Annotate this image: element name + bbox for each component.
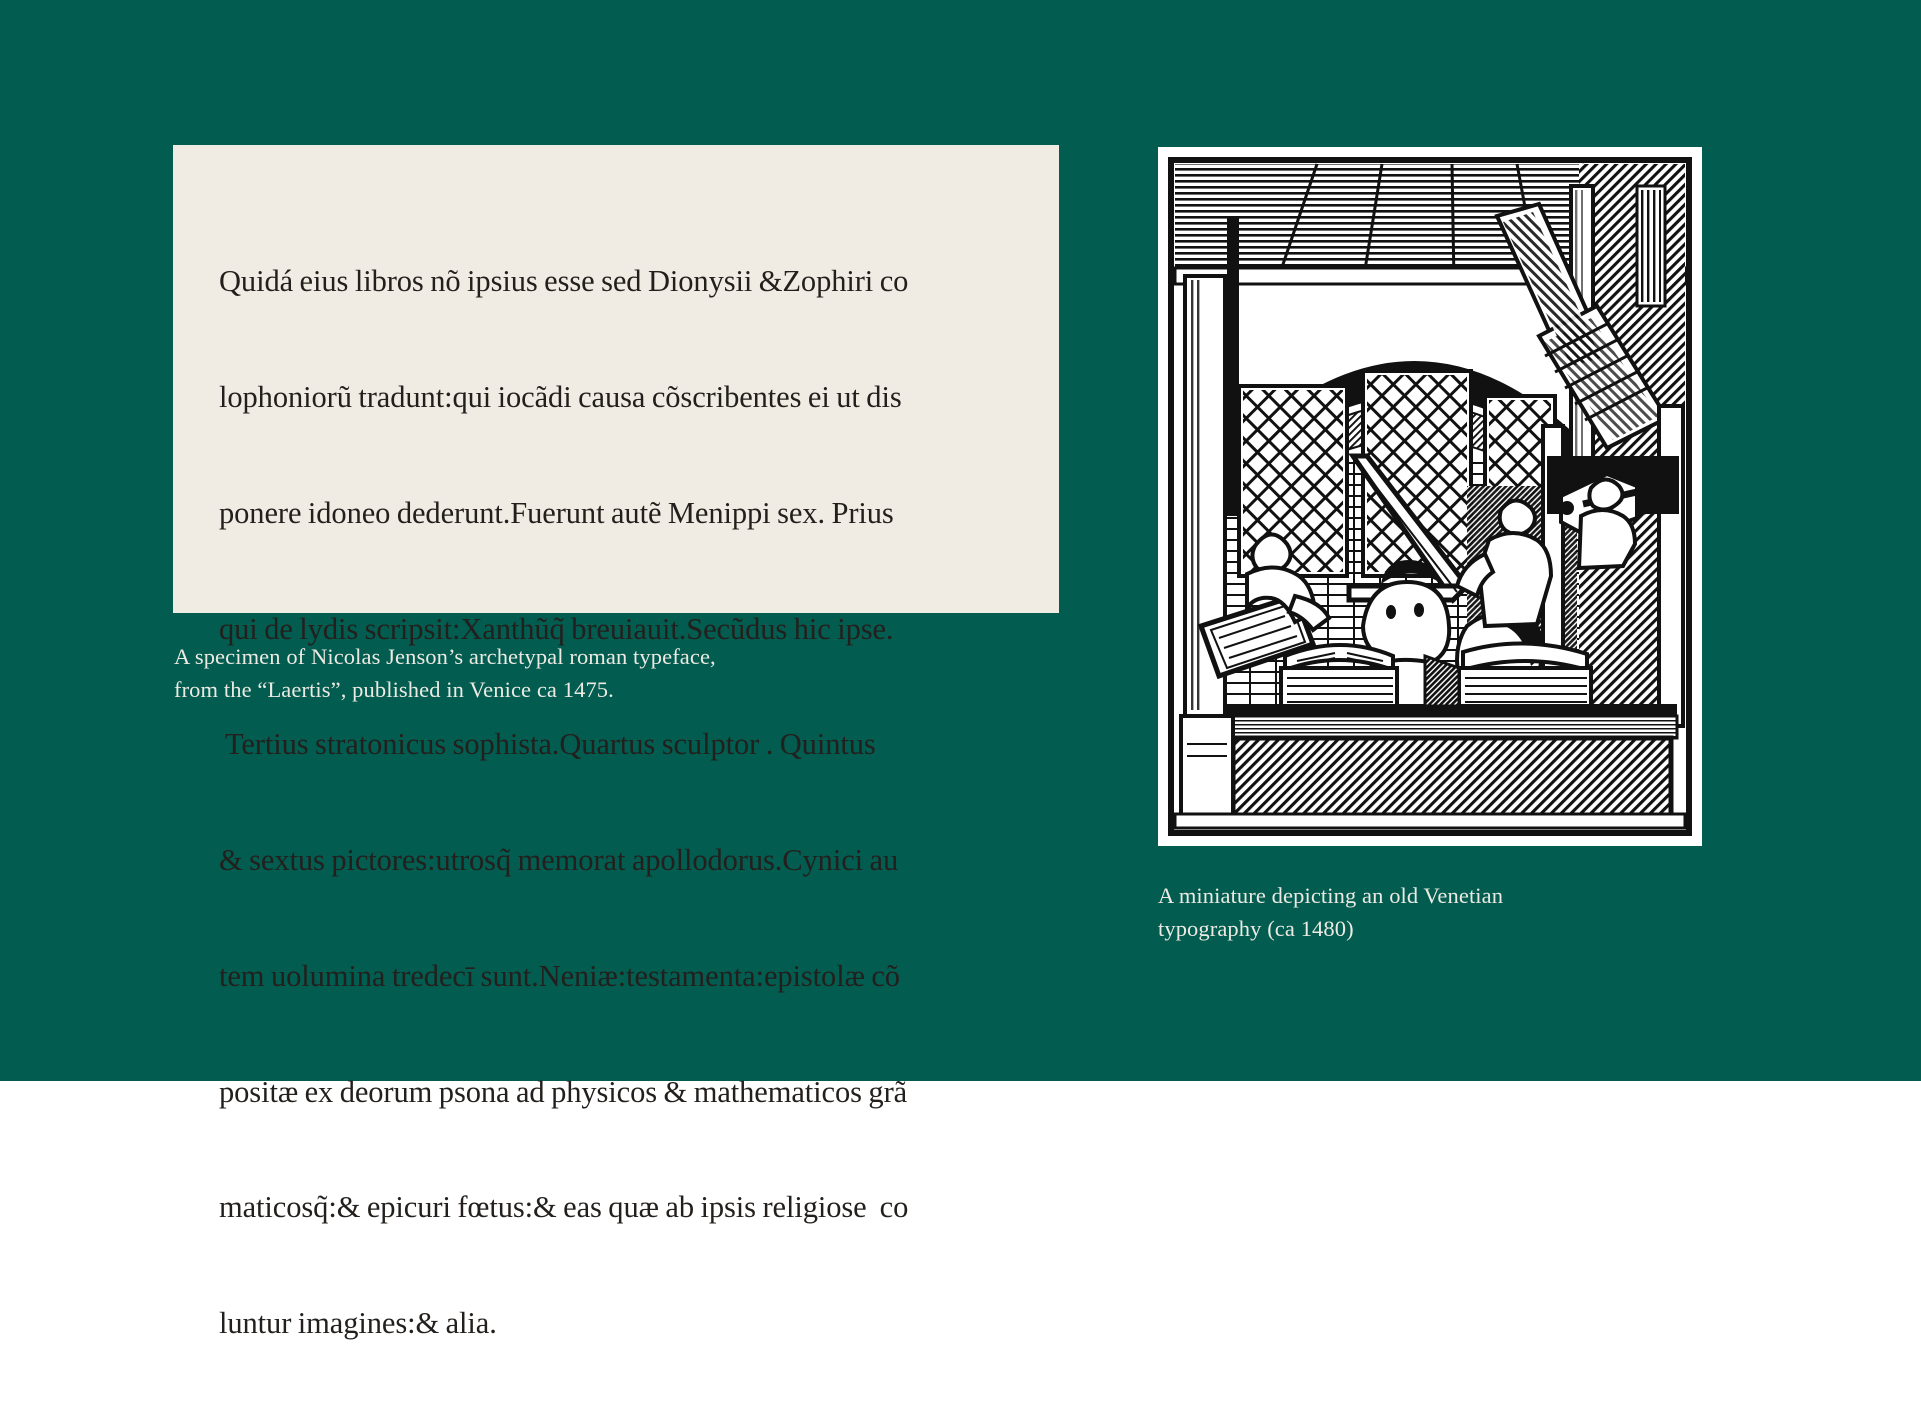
caption-line: A miniature depicting an old Venetian: [1158, 883, 1504, 908]
specimen-latin-text: [219, 185, 1013, 1420]
specimen-line: lophoniorũ tradunt:qui iocãdi causa cõscribentes ei ut dis: [219, 379, 902, 414]
specimen-line: qui de lydis scripsit:Xanthũq̃ breuiauit.Secũdus hic ipse.: [219, 611, 894, 646]
caption-line: A specimen of Nicolas Jenson’s archetypal roman typeface,: [174, 644, 716, 669]
specimen-caption: [174, 640, 874, 706]
caption-line: from the “Laertis”, published in Venice ca 1475.: [174, 677, 614, 702]
specimen-line: positæ ex deorum psona ad physicos & mathematicos grã: [219, 1074, 908, 1109]
specimen-line: Tertius stratonicus sophista.Quartus sculptor . Quintus: [219, 727, 876, 762]
printing-workshop-woodcut-graphic: [1167, 156, 1693, 837]
specimen-line: & sextus pictores:utrosq̃ memorat apollodorus.Cynici au: [219, 843, 899, 878]
caption-line: typography (ca 1480): [1158, 916, 1354, 941]
woodcut-caption: [1158, 879, 1678, 945]
woodcut-image-frame: [1167, 156, 1693, 837]
specimen-line: Quidá eius libros nõ ipsius esse sed Dionysii &Zophiri co: [219, 264, 909, 299]
specimen-line: luntur imagines:& alia.: [219, 1306, 497, 1341]
woodcut-illustration: [1158, 147, 1702, 846]
specimen-line: ponere idoneo dederunt.Fuerunt autẽ Menippi sex. Prius: [219, 495, 894, 530]
specimen-line: tem uolumina tredecī sunt.Neniæ:testamenta:epistolæ cõ: [219, 958, 900, 993]
specimen-line: maticosq̃:& epicuri fœtus:& eas quæ ab ipsis religiose co: [219, 1190, 909, 1225]
